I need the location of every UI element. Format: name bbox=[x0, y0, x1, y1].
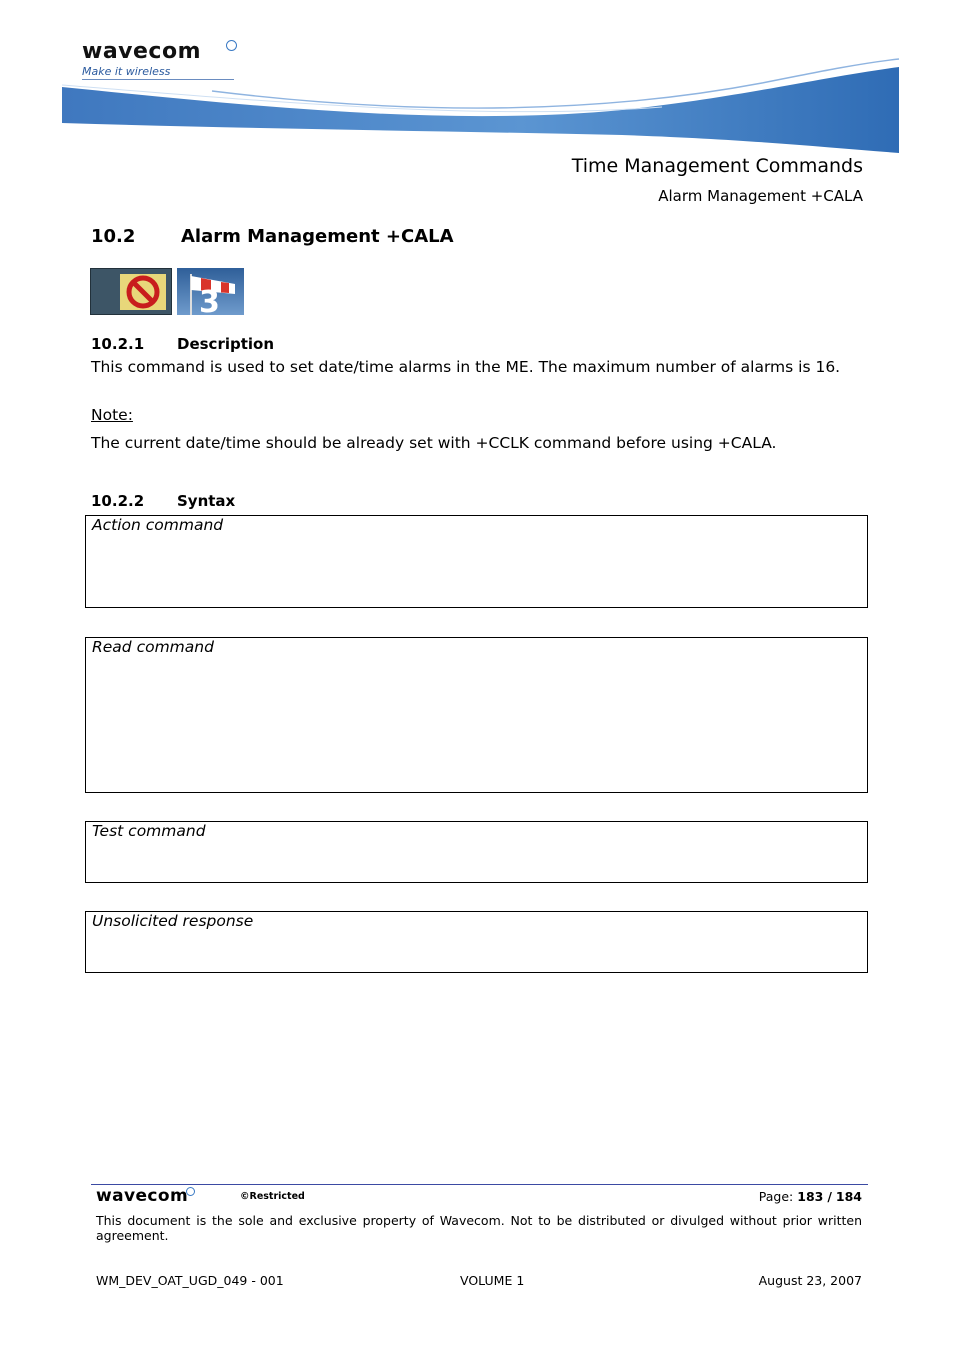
section-heading bbox=[91, 226, 454, 247]
header-subtitle: Alarm Management +CALA bbox=[658, 187, 863, 205]
box-label: Test command bbox=[92, 822, 206, 840]
windsock-number: 3 bbox=[199, 285, 220, 315]
confidentiality-notice: This document is the sole and exclusive property of Wavecom. Not to be distributed or divulged without prior written agreement. bbox=[96, 1213, 862, 1243]
page-current: 183 bbox=[797, 1189, 824, 1204]
description-heading bbox=[91, 335, 274, 353]
not-supported-icon bbox=[90, 268, 172, 315]
logo-tagline: Make it wireless bbox=[82, 65, 171, 78]
restricted-label: ©Restricted bbox=[240, 1191, 305, 1202]
section-number: 10.2 bbox=[91, 226, 136, 247]
windsock-3-icon bbox=[177, 268, 244, 315]
test-command-box bbox=[85, 821, 868, 883]
volume-label: VOLUME 1 bbox=[460, 1273, 525, 1288]
footer-rule bbox=[91, 1184, 868, 1185]
header-wave-banner bbox=[62, 55, 899, 155]
header-title: Time Management Commands bbox=[571, 155, 863, 177]
registered-mark-icon bbox=[226, 40, 237, 51]
document-date: August 23, 2007 bbox=[758, 1273, 862, 1288]
syntax-title: Syntax bbox=[177, 492, 236, 510]
footer-logo bbox=[96, 1186, 195, 1206]
box-label: Read command bbox=[92, 638, 214, 656]
document-id: WM_DEV_OAT_UGD_049 - 001 bbox=[96, 1273, 284, 1288]
registered-mark-icon bbox=[186, 1187, 195, 1196]
logo-wordmark: wavecom bbox=[82, 39, 202, 64]
box-label: Action command bbox=[92, 516, 224, 534]
note-text: The current date/time should be already set with +CCLK command before using +CALA. bbox=[91, 434, 777, 452]
description-text: This command is used to set date/time alarms in the ME. The maximum number of alarms is 16. bbox=[91, 358, 841, 376]
description-number: 10.2.1 bbox=[91, 335, 145, 353]
page-total: 184 bbox=[835, 1189, 862, 1204]
box-label: Unsolicited response bbox=[92, 912, 254, 930]
page-label: Page: bbox=[758, 1189, 794, 1204]
page-separator: / bbox=[827, 1189, 832, 1204]
read-command-box bbox=[85, 637, 868, 793]
section-title: Alarm Management +CALA bbox=[181, 226, 454, 247]
syntax-heading bbox=[91, 492, 235, 510]
unsolicited-response-box bbox=[85, 911, 868, 973]
description-title: Description bbox=[177, 335, 275, 353]
syntax-number: 10.2.2 bbox=[91, 492, 145, 510]
page-number bbox=[759, 1189, 862, 1204]
footer-logo-wordmark: wavecom bbox=[96, 1186, 189, 1206]
note-label: Note: bbox=[91, 406, 133, 424]
action-command-box bbox=[85, 515, 868, 608]
